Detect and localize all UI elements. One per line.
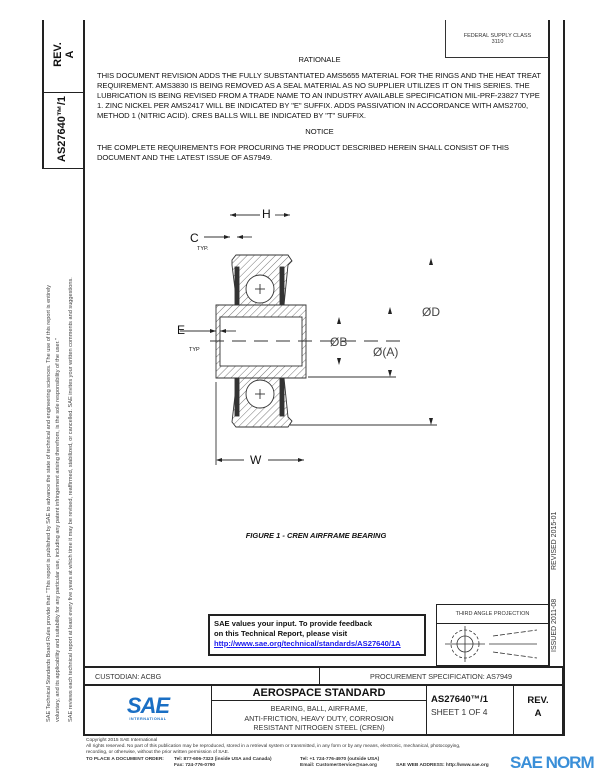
label-h: H (262, 207, 271, 221)
feedback-box (208, 614, 426, 656)
custodian-cell: CUSTODIAN: ACBG (85, 668, 320, 686)
projection-box (436, 604, 549, 666)
seal-left-bottom (235, 378, 239, 416)
sheet-number: SHEET 1 OF 4 (431, 707, 488, 717)
sae-logo-text: SAE (126, 693, 170, 718)
footer-order-label: TO PLACE A DOCUMENT ORDER: (86, 756, 164, 762)
projection-label: THIRD ANGLE PROJECTION (437, 605, 548, 624)
footer-web[interactable]: SAE WEB ADDRESS: http://www.sae.org (396, 762, 489, 768)
projection-symbol-icon (437, 624, 548, 666)
label-a: Ø(A) (373, 345, 399, 359)
text-section (97, 55, 542, 163)
footer-copyright: Copyright 2015 SAE International (86, 738, 158, 743)
footer-fax: Fax: 724-776-0790 (174, 762, 216, 768)
notice-text: THE COMPLETE REQUIREMENTS FOR PROCURING THE PRODUCT DESCRIBED HEREIN SHALL CONSIST OF THIS DOCUMENT AND THE LATEST ISSUE OF AS7949. (97, 143, 509, 162)
feedback-link[interactable]: http://www.sae.org/technical/standards/AS27640/1A (214, 639, 401, 648)
label-e: E (177, 323, 186, 337)
frame-left-line (83, 20, 85, 736)
seal-right-bottom (280, 378, 284, 416)
footer-email[interactable]: Email: CustomerService@sae.org (300, 762, 377, 768)
doc-number: AS27640™/1 (431, 694, 489, 705)
side-divider (42, 92, 84, 93)
label-d: ØD (422, 305, 440, 319)
side-divider (42, 168, 84, 169)
frame-right-line (563, 20, 565, 736)
label-b: ØB (330, 335, 348, 349)
label-e-typ: TYP (189, 347, 200, 353)
doc-number-cell (426, 686, 514, 736)
footer-order-row (86, 757, 566, 770)
label-c-typ: TYP. (197, 246, 209, 252)
footer-tel-intl: Tel: +1 724-776-4970 (outside USA) (300, 756, 380, 762)
side-note-1: SAE Technical Standards Board Rules provide that: "This report is published by SAE to advance the state of technical and engineering sciences. The use of this report is entirely (46, 284, 52, 722)
label-w: W (250, 453, 262, 467)
title-line3: RESISTANT NITROGEN STEEL (CREN) (253, 723, 385, 732)
side-note-2: voluntary, and its applicability and suitability for any particular use, including any patent infringement arising therefrom, is the sole responsibility of the user." (55, 338, 61, 722)
footer-rights: All rights reserved. No part of this publication may be reproduced, stored in a retrieval system or transmitted, in any form or by any means, electronic, mechanical, photocopying, (86, 744, 461, 750)
label-c: C (190, 231, 199, 245)
rev-label: REV. (527, 695, 549, 706)
side-note-3: SAE reviews each technical report at least every five years at which time it may be revised, reaffirmed, stabilized, or cancelled. SAE invites your written comments and suggestions. (68, 277, 74, 722)
standard-cell: AEROSPACE STANDARD (212, 686, 426, 701)
side-rev-value: A (64, 50, 76, 59)
notice-heading: NOTICE (305, 127, 334, 136)
sae-logo-sub: INTERNATIONAL (129, 717, 167, 721)
fsc-label: FEDERAL SUPPLY CLASS (463, 33, 532, 39)
feedback-line2: on this Technical Report, please visit (214, 629, 348, 638)
bore (220, 317, 302, 366)
title-line1: BEARING, BALL, AIRFRAME, (270, 704, 368, 713)
frame-left-outer-line (42, 20, 44, 168)
fsc-value: 3110 (491, 39, 504, 45)
rev-cell (514, 686, 562, 736)
title-cell (212, 701, 426, 736)
title-line2: ANTI-FRICTION, HEAVY DUTY, CORROSION (244, 713, 394, 723)
side-rev (52, 27, 76, 82)
side-doc-number: AS27640™/1 (56, 95, 68, 162)
federal-supply-box (445, 20, 549, 58)
rationale-text: THIS DOCUMENT REVISION ADDS THE FULLY SUBSTANTIATED AMS5655 MATERIAL FOR THE RINGS AND THE HEAT TREAT REQUIREMENT. AMS3830 IS BEING REMOVED AS A SEAL MATERIAL AS NO SUPPLIER UTILIZES IT ON THIS SERIES. THE LUBRICATION IS BEING REVISED FROM A TRADE NAME TO AN INDUSTRY AVAILABLE SPECIFICATION MIL-PRF-23827 TYPE 1. ZINC NICKEL PER AMS2417 WILL BE INDICATED BY "E" SUFFIX. ADDS PASSIVATION IN ACCORDANCE WITH AMS2700, METHOD 1 (NITRIC ACID). CRES BALLS WILL BE INDICATED BY "T" SUFFIX. (97, 71, 541, 120)
feedback-line1: SAE values your input. To provide feedback (214, 619, 373, 628)
seal-left-top (235, 267, 239, 305)
rationale-heading: RATIONALE (298, 55, 341, 64)
footer (86, 738, 566, 770)
issued-date: ISSUED 2011-08 (551, 598, 558, 652)
figure-caption: FIGURE 1 - CREN AIRFRAME BEARING (245, 531, 387, 540)
frame-strip-line (548, 20, 550, 666)
sae-logo (85, 686, 212, 736)
side-rev-label: REV. (52, 42, 64, 67)
footer-tel-us: Tel: 877-606-7323 (inside USA and Canada) (174, 756, 272, 762)
bearing-drawing (180, 195, 460, 480)
footer-rights2: recording, or otherwise, without the prior written permission of SAE. (86, 750, 230, 756)
procurement-cell: PROCUREMENT SPECIFICATION: AS7949 (320, 668, 562, 686)
seal-right-top (280, 267, 284, 305)
revised-date: REVISED 2015-01 (551, 511, 558, 570)
title-block (83, 666, 564, 736)
watermark: SAE NORM (510, 753, 594, 772)
rev-value: A (534, 708, 542, 719)
